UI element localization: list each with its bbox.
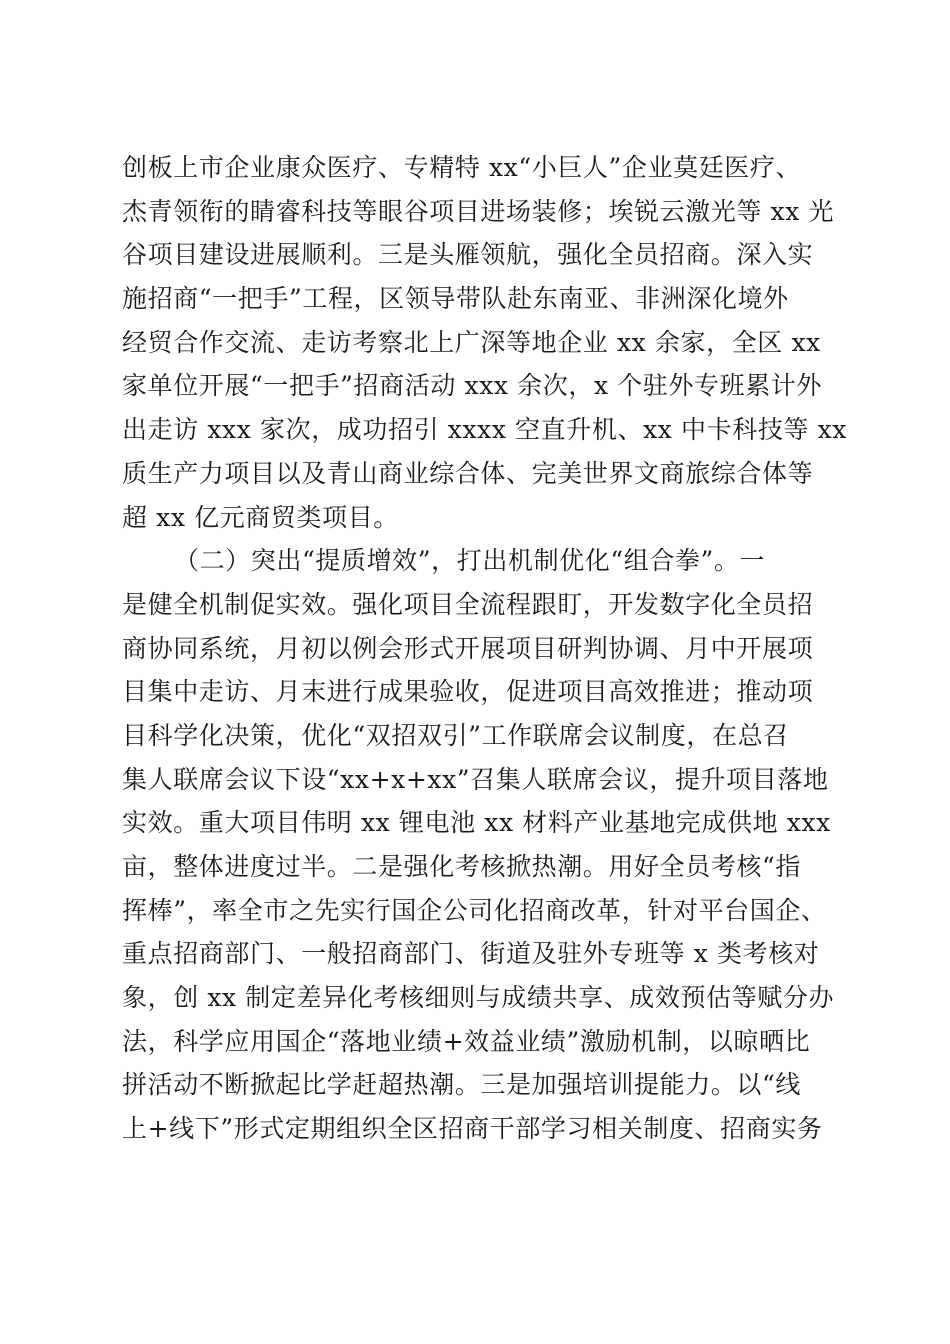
text-line: 实效。重大项目伟明 xx 锂电池 xx 材料产业基地完成供地 xxx bbox=[122, 808, 831, 838]
paragraph-2 bbox=[122, 539, 834, 1151]
text-line: 象，创 xx 制定差异化考核细则与成绩共享、成效预估等赋分办 bbox=[122, 983, 835, 1013]
text-line: 上+线下”形式定期组织全区招商干部学习相关制度、招商实务 bbox=[122, 1114, 823, 1144]
section-heading-line: （二）突出“提质增效”，打出机制优化“组合拳”。一 bbox=[174, 546, 766, 576]
text-line: 拼活动不断掀起比学赶超热潮。三是加强培训提能力。以“线 bbox=[122, 1070, 801, 1100]
text-line: 亩，整体进度过半。二是强化考核掀热潮。用好全员考核“指 bbox=[122, 852, 801, 881]
text-line: 谷项目建设进展顺利。三是头雁领航，强化全员招商。深入实 bbox=[122, 240, 814, 270]
text-line: 法，科学应用国企“落地业绩+效益业绩”激励机制，以晾晒比 bbox=[122, 1026, 811, 1056]
text-line: 集人联席会议下设“xx+x+xx”召集人联席会议，提升项目落地 bbox=[122, 764, 829, 794]
text-line: 目集中走访、月末进行成果验收，促进项目高效推进；推动项 bbox=[122, 677, 814, 707]
text-line: 经贸合作交流、走访考察北上广深等地企业 xx 余家，全区 xx bbox=[122, 327, 821, 357]
text-line: 杰青领衔的睛睿科技等眼谷项目进场装修；埃锐云激光等 xx 光 bbox=[122, 196, 835, 226]
text-line: 施招商“一把手”工程，区领导带队赴东南亚、非洲深化境外 bbox=[122, 284, 789, 314]
text-line: 商协同系统，月初以例会形式开展项目研判协调、月中开展项 bbox=[122, 633, 814, 663]
text-line: 挥棒”，率全市之先实行国企公司化招商改革，针对平台国企、 bbox=[122, 895, 827, 925]
text-line: 目科学化决策，优化“双招双引”工作联席会议制度，在总召 bbox=[122, 720, 789, 750]
text-line: 家单位开展“一把手”招商活动 xxx 余次，x 个驻外专班累计外 bbox=[122, 371, 823, 401]
text-line: 质生产力项目以及青山商业综合体、完美世界文商旅综合体等 bbox=[122, 458, 814, 488]
paragraph-1 bbox=[122, 146, 847, 539]
text-line: 出走访 xxx 家次，成功招引 xxxx 空直升机、xx 中卡科技等 xx bbox=[122, 415, 847, 445]
text-line: 创板上市企业康众医疗、专精特 xx“小巨人”企业莫廷医疗、 bbox=[122, 153, 802, 182]
body-text bbox=[122, 146, 847, 1151]
text-line: 是健全机制促实效。强化项目全流程跟盯，开发数字化全员招 bbox=[122, 589, 814, 619]
text-line: 重点招商部门、一般招商部门、街道及驻外专班等 x 类考核对 bbox=[122, 939, 820, 969]
text-line: 超 xx 亿元商贸类项目。 bbox=[122, 502, 399, 532]
